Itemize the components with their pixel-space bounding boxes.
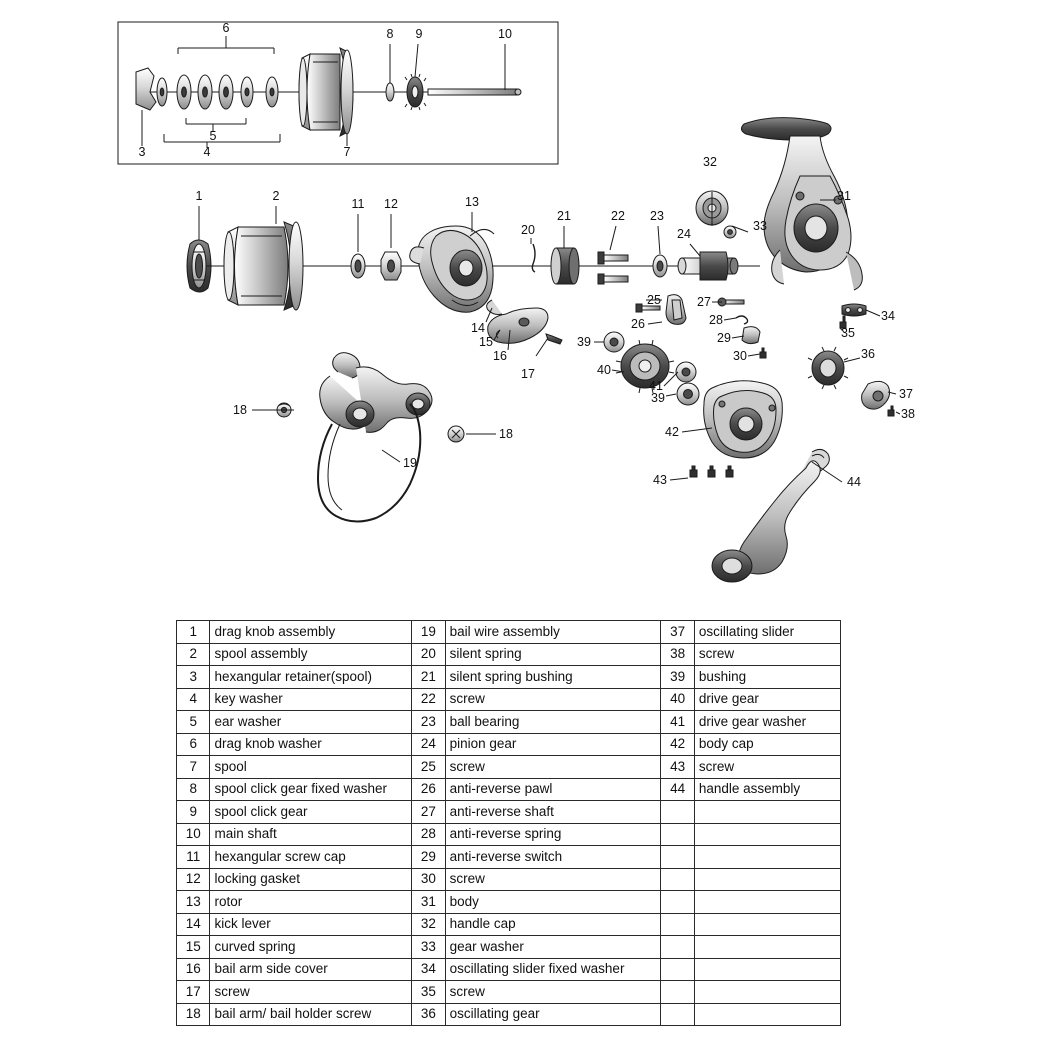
part-name bbox=[694, 891, 840, 914]
callout-4: 4 bbox=[203, 145, 211, 159]
part-number: 34 bbox=[412, 958, 445, 981]
table-row bbox=[177, 621, 841, 644]
table-row bbox=[177, 666, 841, 689]
parts-list bbox=[176, 620, 841, 1026]
callout-21: 21 bbox=[557, 209, 571, 223]
callout-41: 41 bbox=[649, 379, 663, 393]
callout-44: 44 bbox=[847, 475, 861, 489]
callout-40: 40 bbox=[597, 363, 611, 377]
part-name bbox=[694, 958, 840, 981]
part-31-body bbox=[741, 118, 862, 290]
part-name: screw bbox=[445, 981, 661, 1004]
part-number bbox=[661, 846, 694, 869]
part-number bbox=[661, 936, 694, 959]
part-name: silent spring bbox=[445, 643, 661, 666]
table-row bbox=[177, 711, 841, 734]
part-34-oscillating-slider-fixed-washer bbox=[842, 304, 866, 316]
part-number: 15 bbox=[177, 936, 210, 959]
part-number bbox=[661, 891, 694, 914]
parts-table bbox=[176, 620, 841, 1026]
part-number: 4 bbox=[177, 688, 210, 711]
part-39-bushing-lower bbox=[677, 383, 699, 405]
table-row bbox=[177, 868, 841, 891]
part-name: silent spring bushing bbox=[445, 666, 661, 689]
part-number: 42 bbox=[661, 733, 694, 756]
callout-2: 2 bbox=[272, 189, 280, 203]
callout-38: 38 bbox=[901, 407, 915, 421]
part-2-spool-assembly bbox=[224, 222, 303, 310]
part-name bbox=[694, 1003, 840, 1026]
part-24-pinion-gear bbox=[678, 252, 738, 280]
table-row bbox=[177, 688, 841, 711]
callout-1: 1 bbox=[195, 189, 203, 203]
part-10-main-shaft bbox=[428, 89, 521, 95]
part-name: screw bbox=[445, 868, 661, 891]
part-number: 31 bbox=[412, 891, 445, 914]
part-number: 43 bbox=[661, 756, 694, 779]
part-38-screw bbox=[888, 406, 894, 416]
part-name: pinion gear bbox=[445, 733, 661, 756]
part-number: 2 bbox=[177, 643, 210, 666]
part-number bbox=[661, 801, 694, 824]
part-number bbox=[661, 823, 694, 846]
part-7-spool bbox=[299, 48, 353, 136]
callout-28: 28 bbox=[709, 313, 723, 327]
part-number: 26 bbox=[412, 778, 445, 801]
callout-11: 11 bbox=[351, 197, 365, 211]
part-13-rotor bbox=[410, 226, 494, 312]
table-row bbox=[177, 958, 841, 981]
callout-37: 37 bbox=[899, 387, 913, 401]
part-name: screw bbox=[210, 981, 412, 1004]
callout-31: 31 bbox=[837, 189, 851, 203]
part-name bbox=[694, 868, 840, 891]
part-number: 13 bbox=[177, 891, 210, 914]
part-number: 19 bbox=[412, 621, 445, 644]
part-number: 7 bbox=[177, 756, 210, 779]
callout-36: 36 bbox=[861, 347, 875, 361]
table-row bbox=[177, 778, 841, 801]
part-name: main shaft bbox=[210, 823, 412, 846]
part-number: 9 bbox=[177, 801, 210, 824]
part-30-screw bbox=[760, 348, 766, 358]
part-number bbox=[661, 958, 694, 981]
part-name: drive gear bbox=[694, 688, 840, 711]
callout-26: 26 bbox=[631, 317, 645, 331]
callout-15: 15 bbox=[479, 335, 493, 349]
part-name: spool click gear bbox=[210, 801, 412, 824]
callout-24: 24 bbox=[677, 227, 691, 241]
part-name: anti-reverse spring bbox=[445, 823, 661, 846]
table-row bbox=[177, 913, 841, 936]
callout-9: 9 bbox=[415, 27, 423, 41]
callout-13: 13 bbox=[465, 195, 479, 209]
part-number: 5 bbox=[177, 711, 210, 734]
part-name: oscillating gear bbox=[445, 1003, 661, 1026]
part-name bbox=[694, 913, 840, 936]
part-name: anti-reverse pawl bbox=[445, 778, 661, 801]
part-name bbox=[694, 801, 840, 824]
part-number: 17 bbox=[177, 981, 210, 1004]
part-22-screw bbox=[598, 252, 628, 284]
part-14-kick-lever bbox=[487, 300, 502, 315]
part-name: hexangular screw cap bbox=[210, 846, 412, 869]
part-name: oscillating slider fixed washer bbox=[445, 958, 661, 981]
callout-18-right: 18 bbox=[499, 427, 513, 441]
part-number: 24 bbox=[412, 733, 445, 756]
table-row bbox=[177, 846, 841, 869]
table-row bbox=[177, 981, 841, 1004]
table-row bbox=[177, 801, 841, 824]
part-number: 10 bbox=[177, 823, 210, 846]
part-number: 18 bbox=[177, 1003, 210, 1026]
table-row bbox=[177, 823, 841, 846]
part-number bbox=[661, 981, 694, 1004]
part-name: gear washer bbox=[445, 936, 661, 959]
callout-35: 35 bbox=[841, 326, 855, 340]
part-number: 16 bbox=[177, 958, 210, 981]
part-number: 14 bbox=[177, 913, 210, 936]
part-number: 32 bbox=[412, 913, 445, 936]
part-number: 8 bbox=[177, 778, 210, 801]
part-36-oscillating-gear bbox=[808, 347, 848, 389]
part-number: 37 bbox=[661, 621, 694, 644]
part-name: screw bbox=[694, 756, 840, 779]
callout-6: 6 bbox=[222, 21, 230, 35]
part-number: 44 bbox=[661, 778, 694, 801]
part-name: kick lever bbox=[210, 913, 412, 936]
table-row bbox=[177, 891, 841, 914]
part-number: 12 bbox=[177, 868, 210, 891]
part-37-oscillating-slider bbox=[862, 381, 890, 409]
part-number: 29 bbox=[412, 846, 445, 869]
callout-30: 30 bbox=[733, 349, 747, 363]
part-number: 3 bbox=[177, 666, 210, 689]
callout-25: 25 bbox=[647, 293, 661, 307]
table-row bbox=[177, 733, 841, 756]
callout-10: 10 bbox=[498, 27, 512, 41]
part-name: handle assembly bbox=[694, 778, 840, 801]
part-41-drive-gear-washer bbox=[676, 362, 696, 382]
table-row bbox=[177, 643, 841, 666]
callout-3: 3 bbox=[138, 145, 146, 159]
callout-20: 20 bbox=[521, 223, 535, 237]
part-name: ball bearing bbox=[445, 711, 661, 734]
part-name: key washer bbox=[210, 688, 412, 711]
part-33-gear-washer bbox=[724, 226, 736, 238]
table-row bbox=[177, 936, 841, 959]
callout-27: 27 bbox=[697, 295, 711, 309]
callout-12: 12 bbox=[384, 197, 398, 211]
part-name: anti-reverse shaft bbox=[445, 801, 661, 824]
part-name: hexangular retainer(spool) bbox=[210, 666, 412, 689]
table-row bbox=[177, 756, 841, 779]
part-11-hexangular-screw-cap bbox=[351, 254, 365, 278]
part-number: 36 bbox=[412, 1003, 445, 1026]
part-name: anti-reverse switch bbox=[445, 846, 661, 869]
table-row bbox=[177, 1003, 841, 1026]
callout-18-left: 18 bbox=[233, 403, 247, 417]
part-number: 39 bbox=[661, 666, 694, 689]
part-number: 6 bbox=[177, 733, 210, 756]
part-name: locking gasket bbox=[210, 868, 412, 891]
part-number: 21 bbox=[412, 666, 445, 689]
part-name: ear washer bbox=[210, 711, 412, 734]
part-name: spool click gear fixed washer bbox=[210, 778, 412, 801]
part-name: drag knob washer bbox=[210, 733, 412, 756]
part-39-bushing-upper bbox=[604, 332, 624, 352]
part-18-bail-holder-screw-right bbox=[448, 426, 464, 442]
part-number: 30 bbox=[412, 868, 445, 891]
part-number: 28 bbox=[412, 823, 445, 846]
part-name: screw bbox=[445, 688, 661, 711]
part-number bbox=[661, 1003, 694, 1026]
part-number: 27 bbox=[412, 801, 445, 824]
part-number: 38 bbox=[661, 643, 694, 666]
part-name: handle cap bbox=[445, 913, 661, 936]
callout-39-upper: 39 bbox=[577, 335, 591, 349]
part-name bbox=[694, 823, 840, 846]
part-name bbox=[694, 981, 840, 1004]
part-21-silent-spring-bushing bbox=[551, 248, 579, 284]
part-number: 1 bbox=[177, 621, 210, 644]
part-name: bail wire assembly bbox=[445, 621, 661, 644]
part-name: bushing bbox=[694, 666, 840, 689]
callout-29: 29 bbox=[717, 331, 731, 345]
callout-14: 14 bbox=[471, 321, 485, 335]
callout-39-lower: 39 bbox=[651, 391, 665, 405]
callout-7: 7 bbox=[343, 145, 351, 159]
part-name: body cap bbox=[694, 733, 840, 756]
part-name bbox=[694, 936, 840, 959]
part-43-screws bbox=[690, 466, 733, 477]
callout-43: 43 bbox=[653, 473, 667, 487]
part-23-ball-bearing bbox=[653, 255, 667, 277]
callout-32: 32 bbox=[703, 155, 717, 169]
callout-19: 19 bbox=[403, 456, 417, 470]
part-8-click-gear-washer bbox=[386, 83, 394, 101]
part-name: drive gear washer bbox=[694, 711, 840, 734]
part-name: screw bbox=[694, 643, 840, 666]
part-name: bail arm side cover bbox=[210, 958, 412, 981]
part-name: body bbox=[445, 891, 661, 914]
part-number: 40 bbox=[661, 688, 694, 711]
callout-34: 34 bbox=[881, 309, 895, 323]
callout-17: 17 bbox=[521, 367, 535, 381]
callout-16: 16 bbox=[493, 349, 507, 363]
part-number bbox=[661, 913, 694, 936]
part-number: 41 bbox=[661, 711, 694, 734]
part-name: spool bbox=[210, 756, 412, 779]
part-26-anti-reverse-pawl bbox=[666, 295, 686, 325]
part-name: drag knob assembly bbox=[210, 621, 412, 644]
part-28-anti-reverse-spring bbox=[736, 316, 748, 324]
callout-42: 42 bbox=[665, 425, 679, 439]
callout-23: 23 bbox=[650, 209, 664, 223]
part-number: 25 bbox=[412, 756, 445, 779]
part-19-bail-wire-assembly bbox=[318, 353, 432, 522]
part-name: rotor bbox=[210, 891, 412, 914]
part-number: 35 bbox=[412, 981, 445, 1004]
part-name bbox=[694, 846, 840, 869]
part-number: 23 bbox=[412, 711, 445, 734]
part-name: spool assembly bbox=[210, 643, 412, 666]
part-42-body-cap bbox=[704, 381, 783, 458]
callout-22: 22 bbox=[611, 209, 625, 223]
part-number: 22 bbox=[412, 688, 445, 711]
part-name: bail arm/ bail holder screw bbox=[210, 1003, 412, 1026]
part-name: curved spring bbox=[210, 936, 412, 959]
callout-5: 5 bbox=[209, 129, 217, 143]
callout-8: 8 bbox=[386, 27, 394, 41]
part-name: oscillating slider bbox=[694, 621, 840, 644]
part-17-screw bbox=[546, 334, 562, 344]
part-number: 33 bbox=[412, 936, 445, 959]
part-number: 11 bbox=[177, 846, 210, 869]
part-name: screw bbox=[445, 756, 661, 779]
part-number: 20 bbox=[412, 643, 445, 666]
callout-33: 33 bbox=[753, 219, 767, 233]
part-29-anti-reverse-switch bbox=[742, 327, 760, 344]
part-20-silent-spring bbox=[532, 244, 535, 272]
part-12-locking-gasket bbox=[381, 252, 401, 280]
part-number bbox=[661, 868, 694, 891]
